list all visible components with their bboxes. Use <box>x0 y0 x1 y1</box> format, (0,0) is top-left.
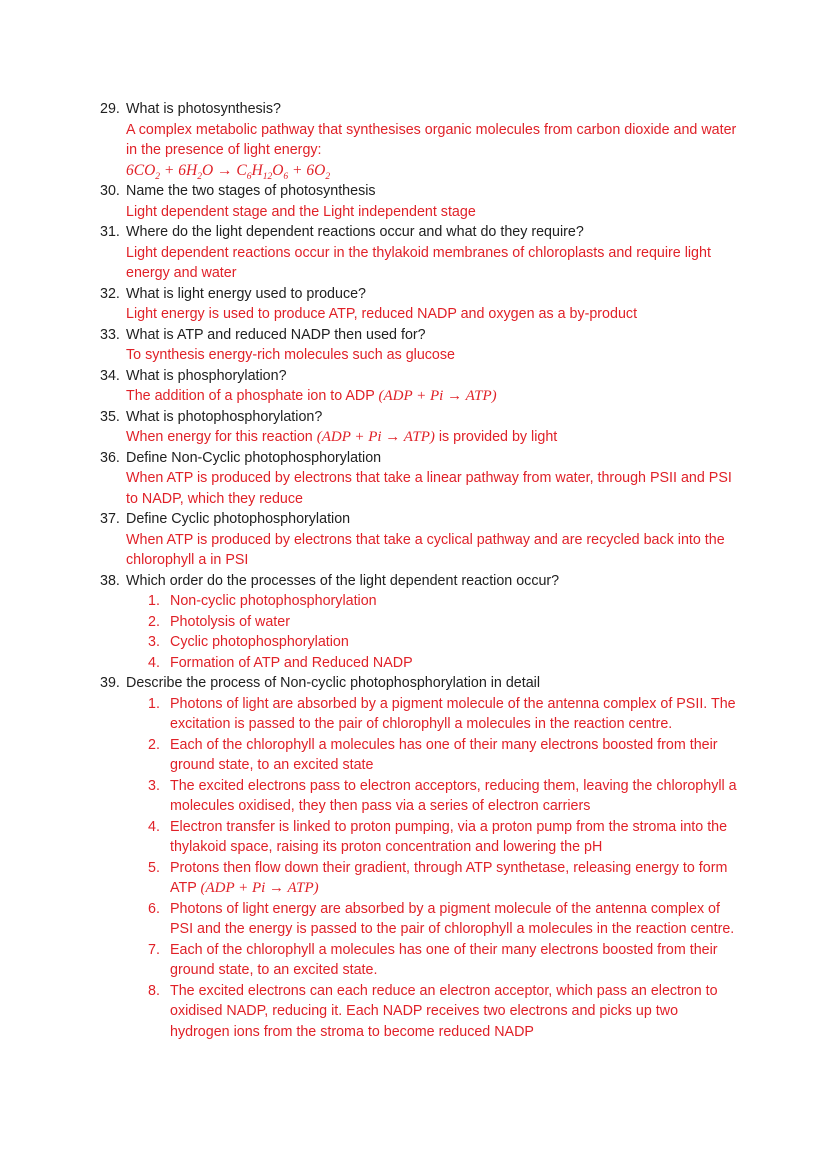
list-item-text-part: Protons then flow down their gradient, through ATP synthetase, releasing energy to form ATP <box>170 859 728 896</box>
question-line <box>100 673 740 694</box>
question-text: What is ATP and reduced NADP then used for? <box>126 326 426 343</box>
list-item-text: Photolysis of water <box>170 613 290 630</box>
math-expression: (ADP + Pi → ATP) <box>378 388 497 404</box>
list-item-text: Each of the chlorophyll a molecules has one of their many electrons boosted from their ground state, to an excited state <box>170 736 718 773</box>
list-item-text: Photons of light are absorbed by a pigment molecule of the antenna complex of PSII. The excitation is passed to the pair of chlorophyll a molecules in the reaction centre. <box>170 695 736 732</box>
question-number: 37. <box>100 511 120 527</box>
answer-text: To synthesis energy-rich molecules such as glucose <box>126 347 455 363</box>
question-line <box>100 509 740 530</box>
qa-item <box>100 407 740 448</box>
question-line <box>100 181 740 202</box>
answer-text: Light dependent reactions occur in the thylakoid membranes of chloroplasts and require light energy and water <box>126 244 711 281</box>
answer-text: Light dependent stage and the Light independent stage <box>126 203 476 220</box>
answer-text: When ATP is produced by electrons that take a cyclical pathway and are recycled back into the chlorophyll a in PSI <box>126 531 725 568</box>
question-text: Where do the light dependent reactions occur and what do they require? <box>126 224 584 240</box>
question-line <box>100 407 740 428</box>
list-item <box>148 591 740 612</box>
question-text: What is phosphorylation? <box>126 367 287 384</box>
answer-list <box>126 694 740 1043</box>
question-text: Which order do the processes of the light dependent reaction occur? <box>126 572 560 589</box>
answer-text-part: The addition of a phosphate ion to ADP <box>126 388 379 404</box>
list-item-number: 2. <box>148 736 160 753</box>
qa-item <box>100 325 740 366</box>
question-text: Define Non-Cyclic photophosphorylation <box>126 449 382 466</box>
qa-item <box>100 509 740 571</box>
question-line <box>100 222 740 243</box>
question-line <box>100 366 740 387</box>
list-item-number: 3. <box>148 634 160 650</box>
list-item <box>148 899 740 940</box>
answer-text: Light energy is used to produce ATP, reduced NADP and oxygen as a by-product <box>126 306 638 322</box>
list-item-text <box>170 858 740 899</box>
list-item <box>148 858 740 899</box>
qa-item <box>100 99 740 181</box>
list-item-text: Photons of light energy are absorbed by a pigment molecule of the antenna complex of PSI and the energy is passed to the pair of chlorophyll a molecules in the reaction centre. <box>170 900 735 937</box>
question-text: What is light energy used to produce? <box>126 285 367 302</box>
question-line <box>100 571 740 592</box>
math-expression: (ADP + Pi → ATP) <box>200 880 319 896</box>
list-item-text: Non-cyclic photophosphorylation <box>170 593 377 609</box>
answer-text <box>126 386 740 407</box>
list-item <box>148 632 740 653</box>
list-item <box>148 940 740 981</box>
question-number: 30. <box>100 183 120 199</box>
chemical-equation: $6CO_2 + 6H_2O \to C_6H_{12}O_6 + 6O_2$ <box>126 161 331 182</box>
list-item-text: Formation of ATP and Reduced NADP <box>170 654 413 671</box>
question-line <box>100 325 740 346</box>
list-item <box>148 981 740 1043</box>
list-item-text: The excited electrons can each reduce an electron acceptor, which pass an electron to oxidised NADP, reducing it. Each NADP receives two electrons and picks up two hydrogen ions from the stroma to become reduced NADP <box>170 982 718 1040</box>
list-item <box>148 694 740 735</box>
question-number: 31. <box>100 224 120 240</box>
document-page <box>100 99 740 1042</box>
question-text: Define Cyclic photophosphorylation <box>126 511 351 527</box>
list-item-text: Electron transfer is linked to proton pumping, via a proton pump from the stroma into the thylakoid space, raising its proton concentration and lowering the pH <box>170 818 728 855</box>
list-item-number: 4. <box>148 818 160 835</box>
question-text: What is photophosphorylation? <box>126 408 323 425</box>
list-item <box>148 735 740 776</box>
list-item-text: Cyclic photophosphorylation <box>170 634 349 650</box>
question-line <box>100 284 740 305</box>
list-item-text: The excited electrons pass to electron acceptors, reducing them, leaving the chlorophyll a molecules oxidised, they then pass via a series of electron carriers <box>170 777 737 814</box>
list-item-number: 2. <box>148 613 160 630</box>
math-expression: (ADP + Pi → ATP) <box>316 429 435 445</box>
question-line <box>100 99 740 120</box>
answer-text-part: When energy for this reaction <box>126 429 317 445</box>
answer-text: When ATP is produced by electrons that take a linear pathway from water, through PSII and PSI to NADP, which they reduce <box>126 470 732 507</box>
list-item <box>148 653 740 674</box>
list-item <box>148 612 740 633</box>
list-item <box>148 817 740 858</box>
list-item-number: 4. <box>148 654 160 671</box>
question-number: 29. <box>100 101 120 117</box>
list-item-number: 5. <box>148 859 160 876</box>
question-number: 33. <box>100 326 120 343</box>
answer-text-part: is provided by light <box>434 429 558 445</box>
qa-item <box>100 448 740 510</box>
question-line <box>100 448 740 469</box>
question-number: 38. <box>100 572 120 589</box>
qa-item <box>100 673 740 1042</box>
list-item-number: 1. <box>148 695 160 712</box>
answer-text: A complex metabolic pathway that synthesises organic molecules from carbon dioxide and water in the presence of light energy: <box>126 121 737 158</box>
list-item-number: 8. <box>148 982 160 999</box>
answer-list <box>126 591 740 673</box>
qa-item <box>100 366 740 407</box>
list-item-text: Each of the chlorophyll a molecules has one of their many electrons boosted from their ground state, to an excited state. <box>170 941 718 978</box>
list-item <box>148 776 740 817</box>
question-number: 36. <box>100 449 120 466</box>
qa-item <box>100 222 740 284</box>
list-item-number: 3. <box>148 777 160 794</box>
question-text: Name the two stages of photosynthesis <box>126 183 376 199</box>
question-number: 34. <box>100 367 120 384</box>
question-text: Describe the process of Non-cyclic photophosphorylation in detail <box>126 675 541 691</box>
answer-text <box>126 427 740 448</box>
question-number: 35. <box>100 408 120 425</box>
question-number: 32. <box>100 285 120 302</box>
question-text: What is photosynthesis? <box>126 101 281 117</box>
qa-item <box>100 571 740 674</box>
qa-item <box>100 181 740 222</box>
list-item-number: 7. <box>148 941 160 958</box>
qa-item <box>100 284 740 325</box>
list-item-number: 1. <box>148 593 160 609</box>
list-item-number: 6. <box>148 900 160 917</box>
question-number: 39. <box>100 675 120 691</box>
